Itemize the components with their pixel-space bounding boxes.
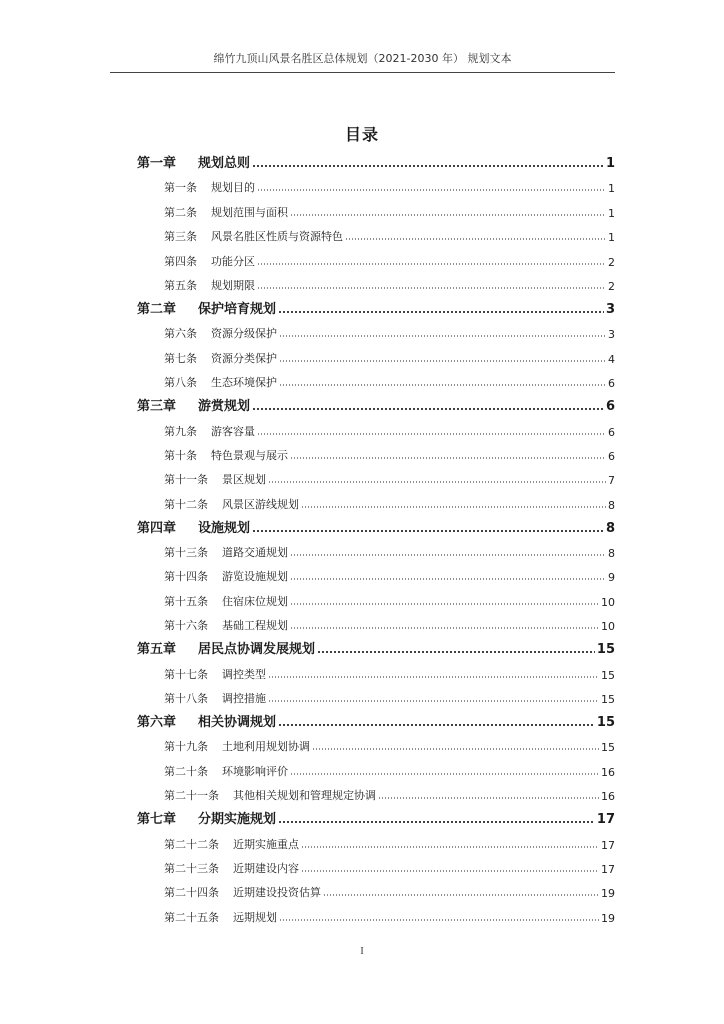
toc-entry-page: 2: [608, 255, 615, 269]
toc-entry-number: 第七章: [137, 812, 177, 828]
toc-entry-label: 保护培育规划: [198, 301, 277, 317]
toc-entry-label: 景区规划: [222, 473, 266, 487]
toc-entry-label: 生态环境保护: [211, 376, 277, 390]
toc-entry-page: 15: [596, 715, 615, 731]
toc-entry-number: 第十四条: [164, 570, 208, 584]
toc-entry-number: 第三章: [137, 399, 177, 415]
toc-entry-page: 8: [605, 520, 615, 536]
dot-leader: [252, 407, 604, 411]
toc-entry-page: 8: [608, 547, 615, 561]
toc-entry-label: 功能分区: [211, 254, 255, 268]
toc-entry-number: 第九条: [164, 424, 197, 438]
toc-chapter-entry[interactable]: [137, 293, 615, 317]
running-header: 绵竹九顶山风景名胜区总体规划（2021-2030 年） 规划文本: [213, 52, 512, 65]
toc-entry-label: 其他相关规划和管理规定协调: [233, 789, 376, 803]
toc-entry-number: 第十六条: [164, 619, 208, 633]
dot-leader: [268, 480, 606, 484]
toc-entry-page: 15: [601, 668, 615, 682]
dot-leader: [290, 602, 599, 606]
dot-leader: [290, 456, 606, 460]
dot-leader: [268, 699, 599, 703]
toc-chapter-entry[interactable]: [137, 390, 615, 414]
toc-entry-label: 资源分级保护: [211, 327, 277, 341]
dot-leader: [290, 577, 606, 581]
toc-entry-number: 第一条: [164, 181, 197, 195]
page-number: I: [360, 946, 364, 957]
dot-leader: [290, 213, 606, 217]
toc-article-entry[interactable]: [137, 244, 615, 268]
toc-article-entry[interactable]: [137, 754, 615, 778]
dot-leader: [378, 796, 599, 800]
toc-entry-label: 规划总则: [198, 156, 251, 171]
toc-article-entry[interactable]: [137, 269, 615, 293]
toc-entry-number: 第二条: [164, 205, 197, 219]
toc-entry-page: 15: [601, 693, 615, 707]
toc-entry-label: 规划目的: [211, 181, 255, 195]
toc-entry-page: 6: [608, 449, 615, 463]
toc-entry-number: 第二十二条: [164, 837, 219, 851]
toc-article-entry[interactable]: [137, 414, 615, 438]
toc-entry-page: 7: [608, 474, 615, 488]
dot-leader: [279, 359, 606, 363]
toc-entry-label: 近期实施重点: [233, 837, 299, 851]
toc-article-entry[interactable]: [137, 220, 615, 244]
toc-chapter-entry[interactable]: [137, 803, 615, 827]
toc-entry-label: 调控措施: [222, 692, 266, 706]
toc-article-entry[interactable]: [137, 779, 615, 803]
toc-entry-page: 3: [608, 328, 615, 342]
dot-leader: [278, 310, 604, 314]
toc-entry-label: 远期规划: [233, 910, 277, 924]
toc-entry-page: 1: [608, 231, 615, 245]
toc-entry-label: 相关协调规划: [198, 715, 277, 731]
toc-entry-number: 第七条: [164, 351, 197, 365]
dot-leader: [252, 529, 604, 533]
toc-entry-number: 第五条: [164, 278, 197, 292]
toc-entry-number: 第三条: [164, 230, 197, 244]
header-divider: [110, 72, 615, 73]
toc-entry-number: 第十八条: [164, 692, 208, 706]
toc-article-entry[interactable]: [137, 171, 615, 195]
toc-title: 目录: [344, 125, 379, 144]
toc-entry-page: 17: [601, 862, 615, 876]
toc-article-entry[interactable]: [137, 560, 615, 584]
toc-article-entry[interactable]: [137, 682, 615, 706]
table-of-contents: [137, 147, 615, 925]
toc-entry-number: 第二十三条: [164, 861, 219, 875]
toc-entry-label: 道路交通规划: [222, 546, 288, 560]
toc-entry-label: 游赏规划: [198, 399, 251, 415]
toc-entry-page: 19: [601, 887, 615, 901]
toc-entry-label: 住宿床位规划: [222, 594, 288, 608]
toc-entry-label: 风景名胜区性质与资源特色: [211, 230, 343, 244]
toc-entry-number: 第四章: [137, 520, 177, 536]
toc-entry-label: 设施规划: [198, 520, 251, 536]
toc-article-entry[interactable]: [137, 341, 615, 365]
toc-article-entry[interactable]: [137, 195, 615, 219]
toc-entry-page: 17: [596, 812, 615, 828]
dot-leader: [279, 334, 606, 338]
toc-article-entry[interactable]: [137, 584, 615, 608]
toc-entry-number: 第五章: [137, 642, 177, 658]
toc-entry-page: 1: [608, 206, 615, 220]
toc-entry-page: 9: [608, 571, 615, 585]
toc-entry-page: 2: [608, 279, 615, 293]
toc-entry-number: 第二十五条: [164, 910, 219, 924]
toc-entry-label: 风景区游线规划: [222, 497, 299, 511]
dot-leader: [345, 237, 606, 241]
toc-entry-label: 规划范围与面积: [211, 205, 288, 219]
toc-entry-page: 6: [608, 425, 615, 439]
toc-entry-label: 规划期限: [211, 278, 255, 292]
toc-entry-page: 1: [608, 182, 615, 196]
dot-leader: [257, 188, 606, 192]
toc-article-entry[interactable]: [137, 317, 615, 341]
toc-entry-page: 10: [601, 620, 615, 634]
toc-entry-number: 第十三条: [164, 546, 208, 560]
toc-entry-page: 16: [601, 790, 615, 804]
toc-chapter-entry[interactable]: [137, 633, 615, 657]
dot-leader: [290, 772, 599, 776]
dot-leader: [257, 262, 606, 266]
dot-leader: [278, 723, 595, 727]
toc-entry-label: 近期建设内容: [233, 861, 299, 875]
toc-entry-label: 基础工程规划: [222, 619, 288, 633]
toc-entry-page: 10: [601, 595, 615, 609]
dot-leader: [252, 164, 604, 168]
toc-article-entry[interactable]: [137, 852, 615, 876]
dot-leader: [301, 869, 599, 873]
toc-entry-label: 环境影响评价: [222, 764, 288, 778]
toc-entry-label: 调控类型: [222, 667, 266, 681]
toc-entry-label: 土地利用规划协调: [222, 740, 310, 754]
toc-chapter-entry[interactable]: [137, 147, 615, 171]
toc-entry-label: 特色景观与展示: [211, 448, 288, 462]
toc-entry-page: 1: [605, 156, 615, 171]
toc-article-entry[interactable]: [137, 536, 615, 560]
toc-article-entry[interactable]: [137, 439, 615, 463]
toc-entry-page: 4: [608, 352, 615, 366]
dot-leader: [301, 505, 606, 509]
toc-entry-number: 第六章: [137, 715, 177, 731]
toc-entry-label: 近期建设投资估算: [233, 886, 321, 900]
toc-entry-page: 8: [608, 498, 615, 512]
dot-leader: [278, 820, 595, 824]
dot-leader: [268, 675, 599, 679]
dot-leader: [317, 650, 595, 654]
toc-article-entry[interactable]: [137, 876, 615, 900]
toc-entry-label: 居民点协调发展规划: [198, 642, 316, 658]
toc-entry-number: 第十七条: [164, 667, 208, 681]
toc-article-entry[interactable]: [137, 487, 615, 511]
dot-leader: [279, 918, 599, 922]
toc-article-entry[interactable]: [137, 609, 615, 633]
toc-entry-number: 第六条: [164, 327, 197, 341]
toc-article-entry[interactable]: [137, 463, 615, 487]
toc-entry-number: 第十二条: [164, 497, 208, 511]
toc-entry-number: 第二十一条: [164, 789, 219, 803]
dot-leader: [290, 553, 606, 557]
toc-entry-page: 3: [605, 301, 615, 317]
toc-entry-number: 第二十条: [164, 764, 208, 778]
dot-leader: [290, 626, 599, 630]
toc-entry-label: 资源分类保护: [211, 351, 277, 365]
dot-leader: [312, 747, 599, 751]
toc-entry-label: 游览设施规划: [222, 570, 288, 584]
toc-entry-number: 第八条: [164, 376, 197, 390]
toc-entry-page: 15: [596, 642, 615, 658]
toc-article-entry[interactable]: [137, 900, 615, 924]
toc-entry-number: 第二十四条: [164, 886, 219, 900]
toc-entry-page: 19: [601, 911, 615, 925]
toc-chapter-entry[interactable]: [137, 706, 615, 730]
toc-article-entry[interactable]: [137, 657, 615, 681]
toc-entry-number: 第十条: [164, 448, 197, 462]
toc-entry-number: 第十九条: [164, 740, 208, 754]
toc-article-entry[interactable]: [137, 366, 615, 390]
toc-entry-label: 分期实施规划: [198, 812, 277, 828]
dot-leader: [257, 432, 606, 436]
toc-article-entry[interactable]: [137, 827, 615, 851]
toc-entry-number: 第四条: [164, 254, 197, 268]
dot-leader: [323, 893, 599, 897]
toc-entry-page: 15: [601, 741, 615, 755]
toc-entry-number: 第十五条: [164, 594, 208, 608]
toc-article-entry[interactable]: [137, 730, 615, 754]
toc-entry-number: 第十一条: [164, 473, 208, 487]
toc-entry-number: 第一章: [137, 156, 177, 171]
toc-entry-page: 16: [601, 765, 615, 779]
toc-entry-number: 第二章: [137, 301, 177, 317]
toc-entry-page: 17: [601, 838, 615, 852]
toc-entry-page: 6: [608, 377, 615, 391]
toc-chapter-entry[interactable]: [137, 512, 615, 536]
toc-entry-page: 6: [605, 399, 615, 415]
dot-leader: [257, 286, 606, 290]
dot-leader: [301, 845, 599, 849]
dot-leader: [279, 383, 606, 387]
toc-entry-label: 游客容量: [211, 424, 255, 438]
